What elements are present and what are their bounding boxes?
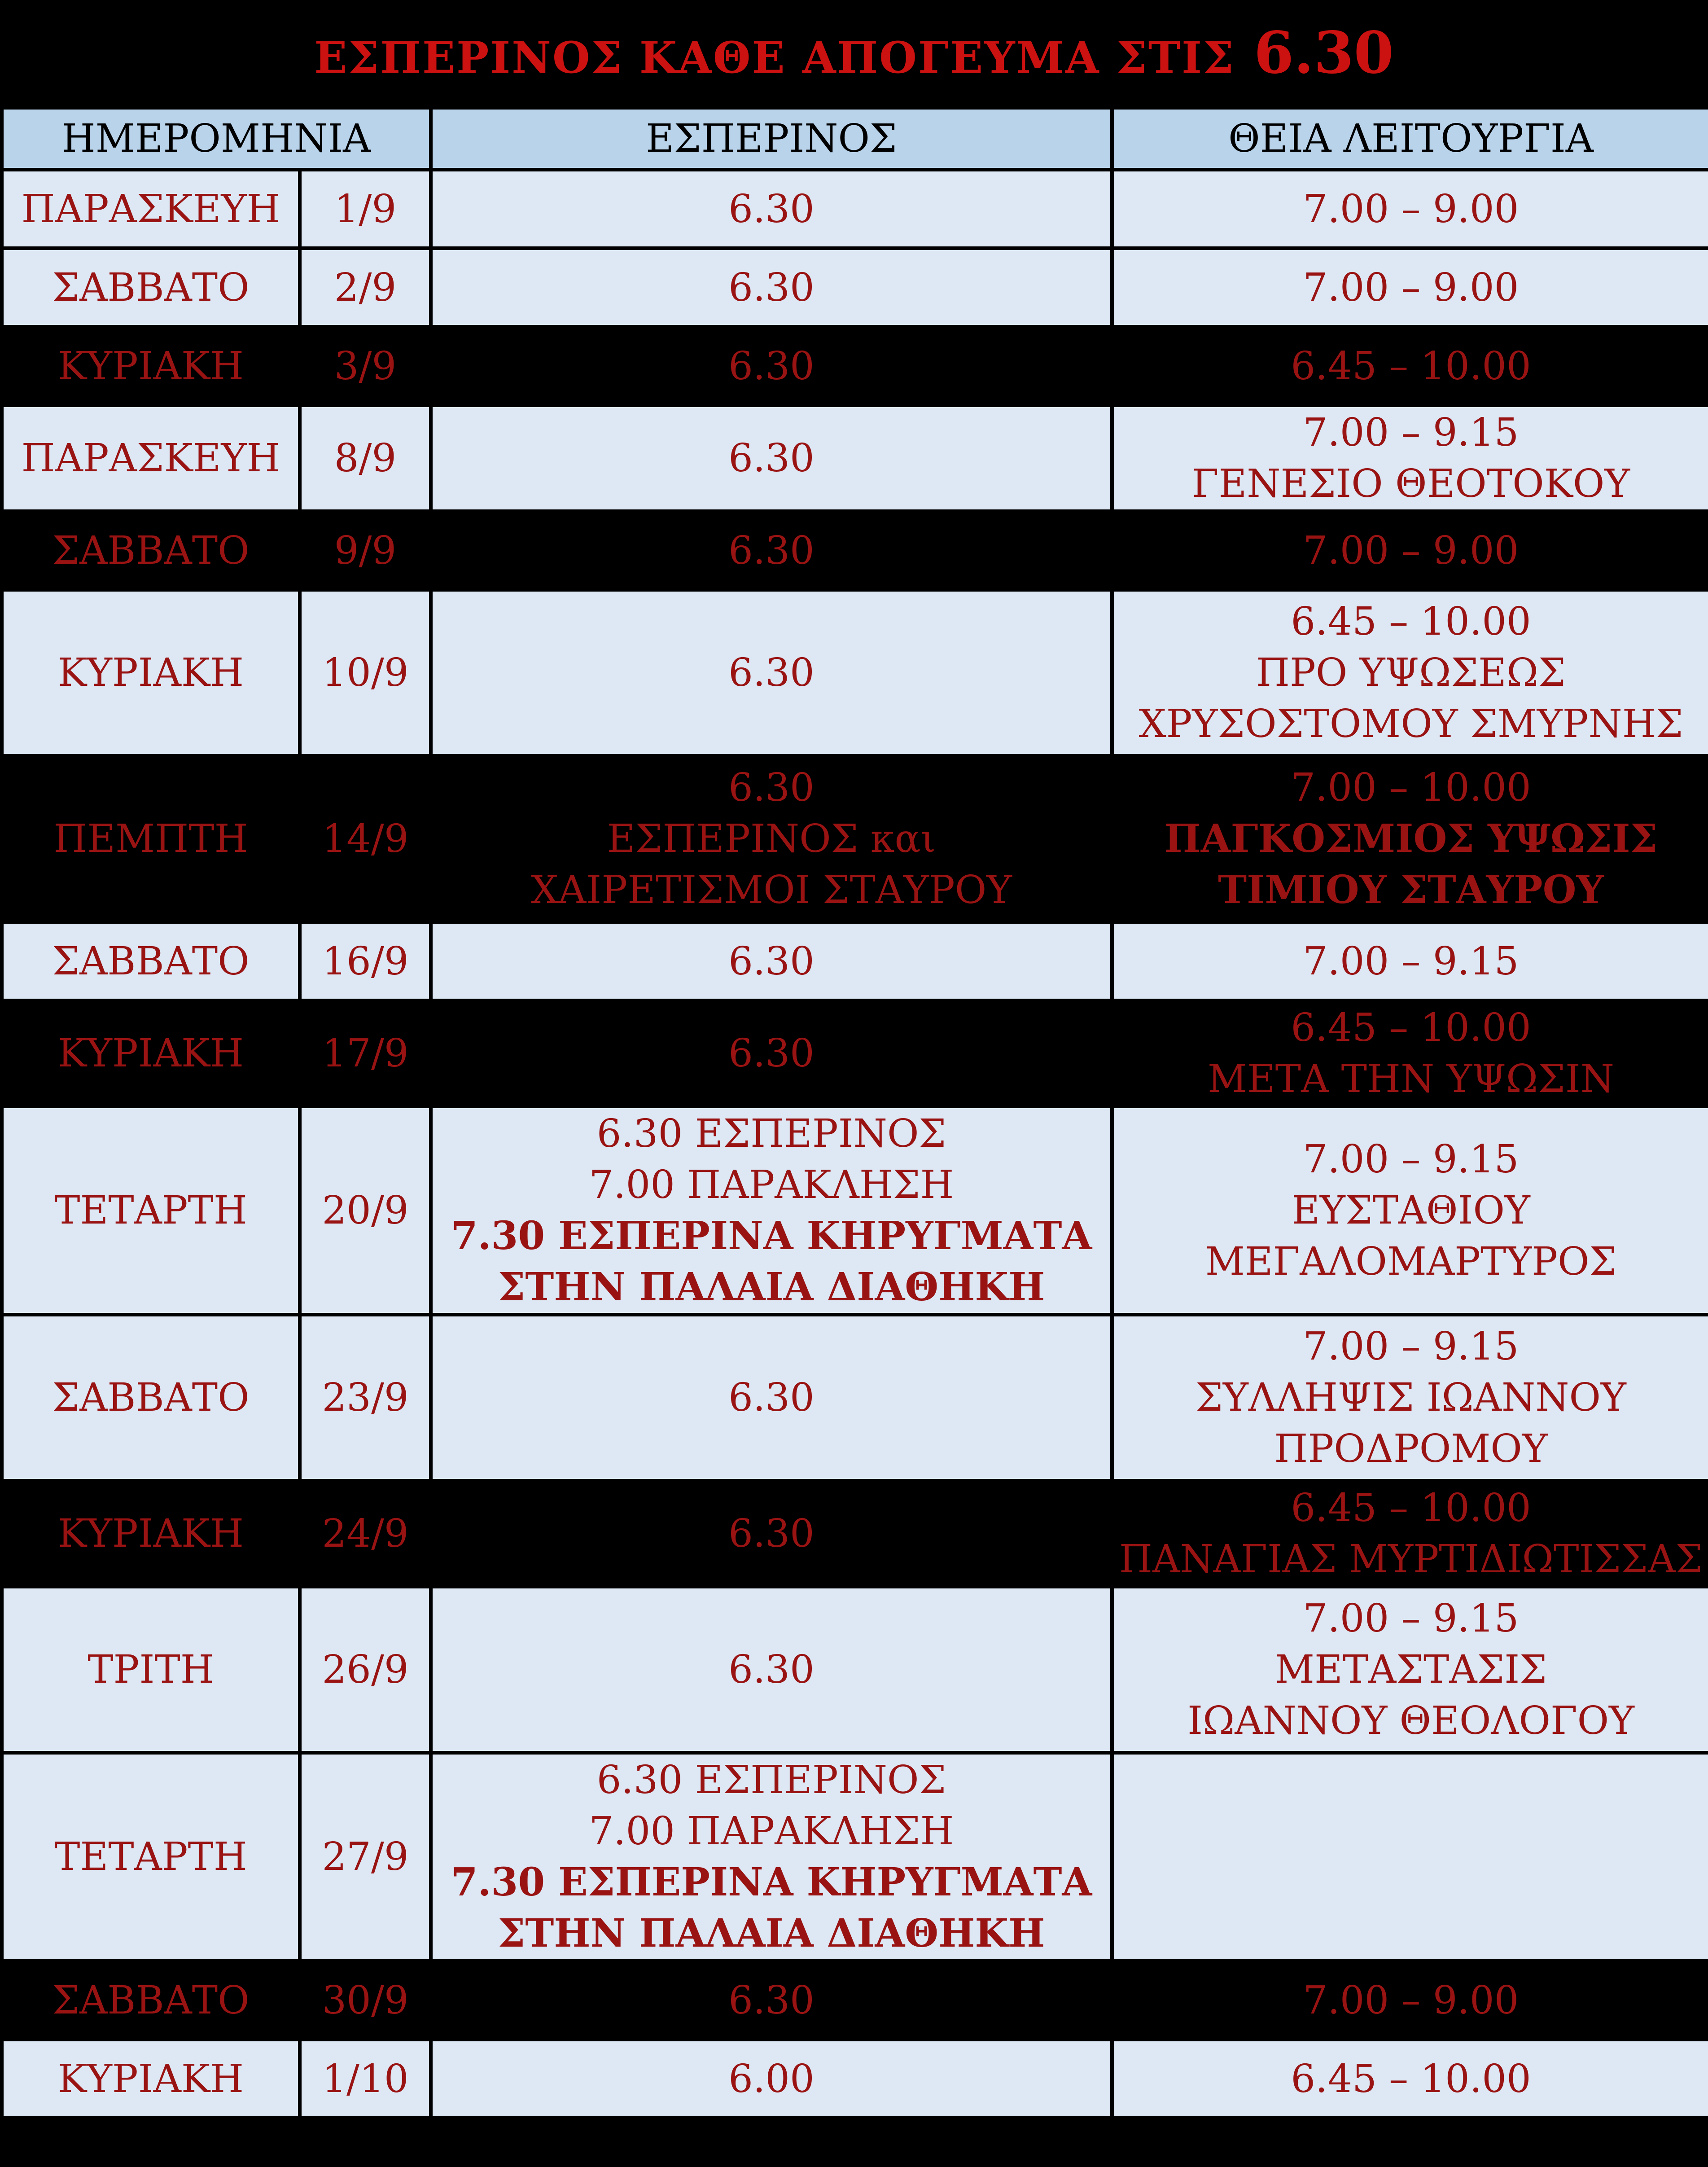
table-row [2, 511, 1708, 590]
cell-line: 6.30 ΕΣΠΕΡΙΝΟΣ [596, 1758, 946, 1803]
date-cell [300, 2040, 431, 2118]
cell-line: 24/9 [322, 1511, 409, 1556]
date-cell [300, 756, 431, 922]
cell-line: 27/9 [322, 1834, 409, 1879]
cell-line: ΜΕΤΑ ΤΗΝ ΥΨΩΣΙΝ [1207, 1057, 1615, 1101]
cell-line: 6.30 [728, 1031, 815, 1076]
cell-line: 9/9 [334, 528, 397, 573]
cell-line: 7.00 – 9.00 [1303, 1978, 1519, 2023]
cell-line: ΣΑΒΒΑΤΟ [52, 1978, 250, 2023]
day-cell [2, 248, 300, 327]
liturgy-cell [1112, 248, 1708, 327]
cell-line: 6.45 – 10.00 [1291, 1005, 1531, 1050]
cell-line: ΣΤΗΝ ΠΑΛΑΙΑ ΔΙΑΘΗΚΗ [498, 1264, 1045, 1310]
cell-line: ΚΥΡΙΑΚΗ [57, 1511, 244, 1556]
cell-line: ΣΥΛΛΗΨΙΣ ΙΩΑΝΝΟΥ [1196, 1375, 1626, 1420]
cell-line: 7.00 – 10.00 [1291, 765, 1531, 810]
cell-line: 7.00 – 9.00 [1303, 528, 1519, 573]
liturgy-cell [1112, 1106, 1708, 1315]
schedule-table [0, 106, 1708, 2120]
table-row [2, 405, 1708, 511]
date-cell [300, 1481, 431, 1587]
vespers-cell [431, 405, 1112, 511]
cell-line: ΣΑΒΒΑΤΟ [52, 265, 250, 310]
cell-line: 6.30 [728, 939, 815, 984]
cell-line: ΠΡΟ ΥΨΩΣΕΩΣ [1256, 650, 1566, 695]
cell-line: 7.00 ΠΑΡΑΚΛΗΣΗ [589, 1809, 954, 1854]
liturgy-cell [1112, 1961, 1708, 2040]
table-row [2, 922, 1708, 1000]
date-cell [300, 922, 431, 1000]
cell-line: 6.30 [728, 1511, 815, 1556]
page-title [314, 19, 1393, 87]
day-cell [2, 1753, 300, 1961]
header-vespers: ΕΣΠΕΡΙΝΟΣ [431, 108, 1112, 170]
title-time: 6.30 [1253, 19, 1394, 87]
date-cell [300, 1106, 431, 1315]
cell-line: 2/9 [334, 265, 397, 310]
table-row [2, 756, 1708, 922]
cell-line: ΚΥΡΙΑΚΗ [57, 650, 244, 695]
liturgy-cell [1112, 922, 1708, 1000]
cell-line: 6.00 [728, 2056, 815, 2101]
vespers-cell [431, 327, 1112, 405]
table-row [2, 170, 1708, 248]
cell-line: 6.30 [728, 1978, 815, 2023]
cell-line: 6.30 [728, 650, 815, 695]
liturgy-cell [1112, 590, 1708, 756]
header-liturgy: ΘΕΙΑ ΛΕΙΤΟΥΡΓΙΑ [1112, 108, 1708, 170]
vespers-cell [431, 1315, 1112, 1481]
header-date: ΗΜΕΡΟΜΗΝΙΑ [2, 108, 431, 170]
cell-line: 6.30 [728, 265, 815, 310]
cell-line: 23/9 [322, 1375, 409, 1420]
cell-line: ΙΩΑΝΝΟΥ ΘΕΟΛΟΓΟΥ [1187, 1698, 1634, 1743]
vespers-cell [431, 511, 1112, 590]
cell-line: 7.00 ΠΑΡΑΚΛΗΣΗ [589, 1162, 954, 1207]
table-row [2, 248, 1708, 327]
day-cell [2, 922, 300, 1000]
day-cell [2, 405, 300, 511]
table-row [2, 1000, 1708, 1106]
cell-line: 26/9 [322, 1647, 409, 1692]
cell-line: ΠΑΡΑΣΚΕΥΗ [21, 436, 280, 481]
day-cell [2, 327, 300, 405]
cell-line: 7.00 – 9.00 [1303, 265, 1519, 310]
cell-line: 6.30 [728, 528, 815, 573]
cell-line: 30/9 [322, 1978, 409, 2023]
liturgy-cell [1112, 405, 1708, 511]
cell-line: ΚΥΡΙΑΚΗ [57, 343, 244, 389]
cell-line: 6.45 – 10.00 [1291, 1486, 1531, 1531]
cell-line: ΤΕΤΑΡΤΗ [54, 1188, 247, 1233]
cell-line: 7.00 – 9.15 [1303, 1596, 1519, 1641]
cell-line: ΠΡΟΔΡΟΜΟΥ [1274, 1426, 1548, 1471]
liturgy-cell [1112, 1481, 1708, 1587]
day-cell [2, 1000, 300, 1106]
liturgy-cell [1112, 1315, 1708, 1481]
cell-line: 16/9 [322, 939, 409, 984]
date-cell [300, 248, 431, 327]
table-row [2, 1753, 1708, 1961]
day-cell [2, 1315, 300, 1481]
cell-line: 20/9 [322, 1188, 409, 1233]
cell-line: ΕΣΠΕΡΙΝΟΣ και [607, 816, 936, 861]
cell-line: ΧΡΥΣΟΣΤΟΜΟΥ ΣΜΥΡΝΗΣ [1139, 702, 1683, 746]
day-cell [2, 2040, 300, 2118]
cell-line: 7.00 – 9.15 [1303, 1137, 1519, 1182]
liturgy-cell [1112, 1753, 1708, 1961]
vespers-cell [431, 922, 1112, 1000]
vespers-cell [431, 1481, 1112, 1587]
vespers-cell [431, 590, 1112, 756]
vespers-cell [431, 170, 1112, 248]
date-cell [300, 1753, 431, 1961]
table-row [2, 1106, 1708, 1315]
cell-line: ΜΕΤΑΣΤΑΣΙΣ [1274, 1647, 1547, 1692]
cell-line: ΣΑΒΒΑΤΟ [52, 528, 250, 573]
vespers-cell [431, 2040, 1112, 2118]
date-cell [300, 590, 431, 756]
header-row [2, 108, 1708, 170]
date-cell [300, 511, 431, 590]
cell-line: ΣΤΗΝ ΠΑΛΑΙΑ ΔΙΑΘΗΚΗ [498, 1911, 1045, 1956]
cell-line: ΤΕΤΑΡΤΗ [54, 1834, 247, 1879]
liturgy-cell [1112, 2040, 1708, 2118]
liturgy-cell [1112, 1000, 1708, 1106]
cell-line: 7.00 – 9.15 [1303, 939, 1519, 984]
cell-line: 6.30 ΕΣΠΕΡΙΝΟΣ [596, 1111, 946, 1156]
liturgy-cell [1112, 170, 1708, 248]
day-cell [2, 756, 300, 922]
cell-line: 6.30 [728, 765, 815, 810]
date-cell [300, 405, 431, 511]
table-row [2, 1587, 1708, 1753]
cell-line: 6.30 [728, 186, 815, 232]
cell-line: 14/9 [322, 816, 409, 861]
liturgy-cell [1112, 327, 1708, 405]
cell-line: 7.30 ΕΣΠΕΡΙΝΑ ΚΗΡΥΓΜΑΤΑ [451, 1860, 1092, 1905]
table-row [2, 1481, 1708, 1587]
title-text: ΕΣΠΕΡΙΝΟΣ ΚΑΘΕ ΑΠΟΓΕΥΜΑ ΣΤΙΣ [314, 32, 1235, 83]
cell-line: 1/9 [334, 186, 397, 232]
liturgy-cell [1112, 756, 1708, 922]
table-row [2, 327, 1708, 405]
day-cell [2, 511, 300, 590]
cell-line: 7.00 – 9.00 [1303, 186, 1519, 232]
date-cell [300, 1961, 431, 2040]
cell-line: ΚΥΡΙΑΚΗ [57, 2056, 244, 2101]
date-cell [300, 1315, 431, 1481]
day-cell [2, 170, 300, 248]
cell-line: ΕΥΣΤΑΘΙΟΥ [1292, 1188, 1530, 1233]
cell-line: 6.45 – 10.00 [1291, 343, 1531, 389]
day-cell [2, 1106, 300, 1315]
vespers-cell [431, 1000, 1112, 1106]
vespers-cell [431, 1961, 1112, 2040]
liturgy-cell [1112, 511, 1708, 590]
day-cell [2, 1587, 300, 1753]
cell-line: 7.00 – 9.15 [1303, 1324, 1519, 1369]
title-band [0, 0, 1708, 106]
cell-line: ΣΑΒΒΑΤΟ [52, 939, 250, 984]
cell-line: ΠΑΓΚΟΣΜΙΟΣ ΥΨΩΣΙΣ [1164, 816, 1658, 861]
table-row [2, 590, 1708, 756]
vespers-cell [431, 756, 1112, 922]
cell-line: 8/9 [334, 436, 397, 481]
cell-line: 6.30 [728, 1647, 815, 1692]
cell-line: ΠΕΜΠΤΗ [53, 816, 248, 861]
day-cell [2, 1961, 300, 2040]
liturgy-cell [1112, 1587, 1708, 1753]
vespers-cell [431, 1753, 1112, 1961]
vespers-cell [431, 1587, 1112, 1753]
cell-line: ΠΑΡΑΣΚΕΥΗ [21, 186, 280, 232]
cell-line: ΜΕΓΑΛΟΜΑΡΤΥΡΟΣ [1205, 1239, 1617, 1284]
cell-line: ΠΑΝΑΓΙΑΣ ΜΥΡΤΙΔΙΩΤΙΣΣΑΣ [1119, 1537, 1703, 1582]
day-cell [2, 1481, 300, 1587]
cell-line: 10/9 [322, 650, 409, 695]
day-cell [2, 590, 300, 756]
table-row [2, 1961, 1708, 2040]
cell-line: ΚΥΡΙΑΚΗ [57, 1031, 244, 1076]
cell-line: 6.45 – 10.00 [1291, 2056, 1531, 2101]
cell-line: 6.45 – 10.00 [1291, 599, 1531, 644]
cell-line: ΧΑΙΡΕΤΙΣΜΟΙ ΣΤΑΥΡΟΥ [530, 868, 1012, 912]
vespers-cell [431, 248, 1112, 327]
date-cell [300, 1587, 431, 1753]
cell-line: 1/10 [322, 2056, 409, 2101]
cell-line: ΣΑΒΒΑΤΟ [52, 1375, 250, 1420]
cell-line: 6.30 [728, 1375, 815, 1420]
cell-line: ΤΙΜΙΟΥ ΣΤΑΥΡΟΥ [1218, 867, 1604, 912]
cell-line: ΓΕΝΕΣΙΟ ΘΕΟΤΟΚΟΥ [1191, 461, 1630, 506]
cell-line: 7.00 – 9.15 [1303, 410, 1519, 455]
date-cell [300, 170, 431, 248]
date-cell [300, 1000, 431, 1106]
date-cell [300, 327, 431, 405]
cell-line: 6.30 [728, 436, 815, 481]
cell-line: 17/9 [322, 1031, 409, 1076]
cell-line: ΤΡΙΤΗ [88, 1647, 214, 1692]
cell-line: 3/9 [334, 343, 397, 389]
table-row [2, 1315, 1708, 1481]
table-row [2, 2040, 1708, 2118]
cell-line: 6.30 [728, 343, 815, 389]
vespers-cell [431, 1106, 1112, 1315]
cell-line: 7.30 ΕΣΠΕΡΙΝΑ ΚΗΡΥΓΜΑΤΑ [451, 1213, 1092, 1259]
